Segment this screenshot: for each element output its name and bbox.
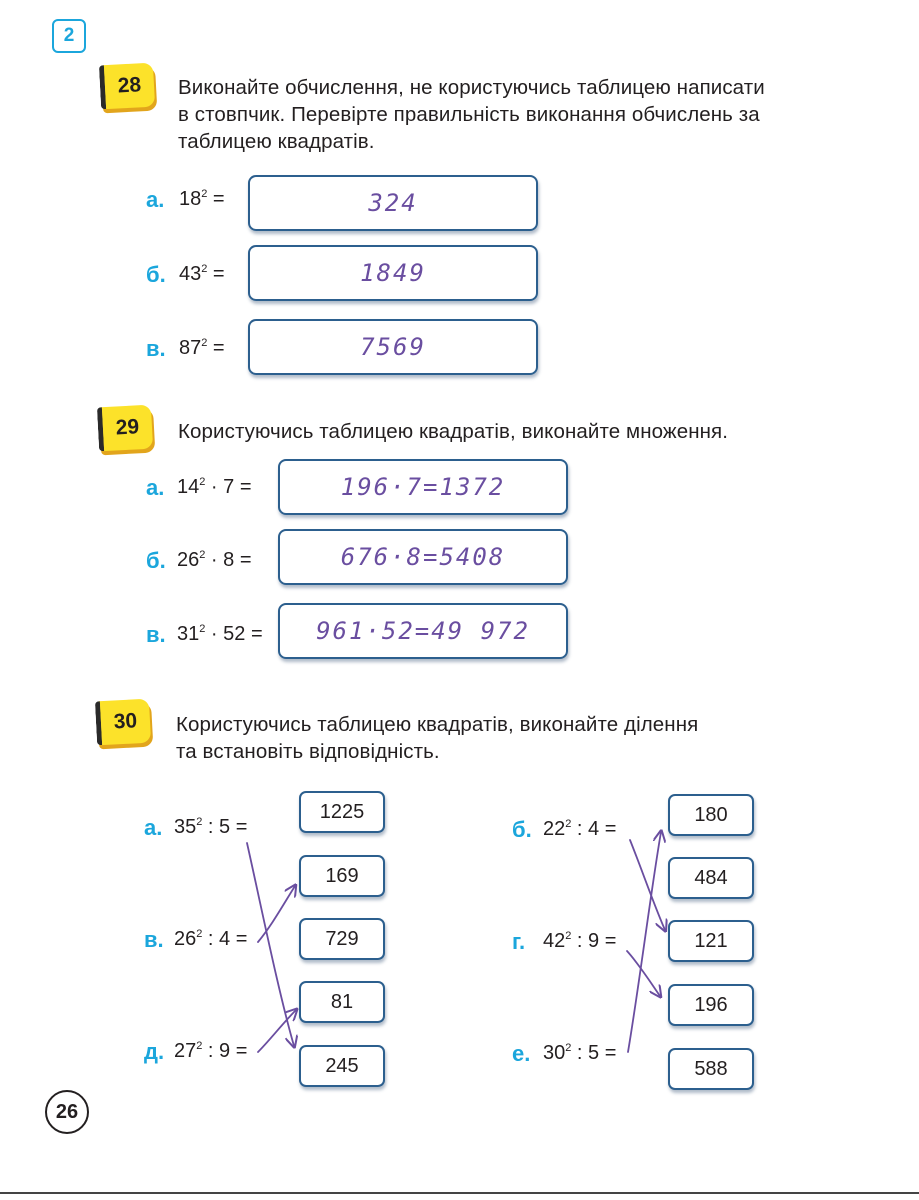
handwritten-answer: 324 <box>368 189 418 217</box>
expression: $14^2 \cdot 7$ = <box>177 476 252 498</box>
instruction-line: Користуючись таблицею квадратів, виконайте множення. <box>178 420 729 443</box>
item-letter: а. <box>146 187 165 212</box>
expression: $87^2$ = <box>179 337 225 359</box>
item-letter: д. <box>144 1039 165 1064</box>
result-box[interactable]: 588 <box>668 1048 754 1090</box>
item-letter: в. <box>144 927 164 952</box>
arrow-e-to-180 <box>628 832 661 1052</box>
handwritten-answer: 196·7=1372 <box>340 473 506 501</box>
expression: $42^2$ : 9 = <box>543 930 617 952</box>
arrow-a-to-245 <box>247 843 294 1046</box>
result-box[interactable]: 121 <box>668 920 754 962</box>
result-box[interactable]: 81 <box>299 981 385 1023</box>
item-letter: б. <box>512 817 532 842</box>
expression: $26^2$ : 4 = <box>174 928 248 950</box>
result-box[interactable]: 169 <box>299 855 385 897</box>
arrow-g-to-196 <box>627 951 660 996</box>
page-edge-line <box>0 1192 919 1194</box>
instruction-line: таблицею квадратів. <box>178 130 375 153</box>
handwritten-answer: 676·8=5408 <box>340 543 506 571</box>
instruction-line: Виконайте обчислення, не користуючись таблицею написати <box>178 76 765 99</box>
item-letter: в. <box>146 622 166 647</box>
handwritten-answer: 961·52=49 972 <box>316 617 530 645</box>
expression: $22^2$ : 4 = <box>543 818 617 840</box>
item-letter: а. <box>144 815 163 840</box>
item-letter: в. <box>146 336 166 361</box>
result-box[interactable]: 484 <box>668 857 754 899</box>
instruction-line: Користуючись таблицею квадратів, виконайте ділення <box>176 713 699 736</box>
result-box[interactable]: 729 <box>299 918 385 960</box>
handwritten-answer: 7569 <box>360 333 426 361</box>
expression: $31^2 \cdot 52$ = <box>177 623 263 645</box>
item-letter: г. <box>512 929 526 954</box>
task-number-badge: 30 <box>95 699 151 746</box>
instruction-line: та встановіть відповідність. <box>176 740 440 763</box>
expression: $35^2$ : 5 = <box>174 816 248 838</box>
chapter-marker: 2 <box>52 19 86 53</box>
item-letter: е. <box>512 1041 531 1066</box>
item-letter: б. <box>146 548 166 573</box>
expression: $26^2 \cdot 8$ = <box>177 549 252 571</box>
result-box[interactable]: 196 <box>668 984 754 1026</box>
instruction-line: в стовпчик. Перевірте правильність виконання обчислень за <box>178 103 760 126</box>
handwritten-answer: 1849 <box>360 259 426 287</box>
expression: $18^2$ = <box>179 188 225 210</box>
task-number-badge: 29 <box>97 405 153 452</box>
expression: $43^2$ = <box>179 263 225 285</box>
page-number: 26 <box>45 1090 89 1134</box>
task-number-badge: 28 <box>99 63 155 110</box>
expression: $30^2$ : 5 = <box>543 1042 617 1064</box>
result-box[interactable]: 180 <box>668 794 754 836</box>
result-box[interactable]: 1225 <box>299 791 385 833</box>
result-box[interactable]: 245 <box>299 1045 385 1087</box>
item-letter: б. <box>146 262 166 287</box>
arrow-v-to-169 <box>258 886 295 942</box>
expression: $27^2$ : 9 = <box>174 1040 248 1062</box>
item-letter: а. <box>146 475 165 500</box>
